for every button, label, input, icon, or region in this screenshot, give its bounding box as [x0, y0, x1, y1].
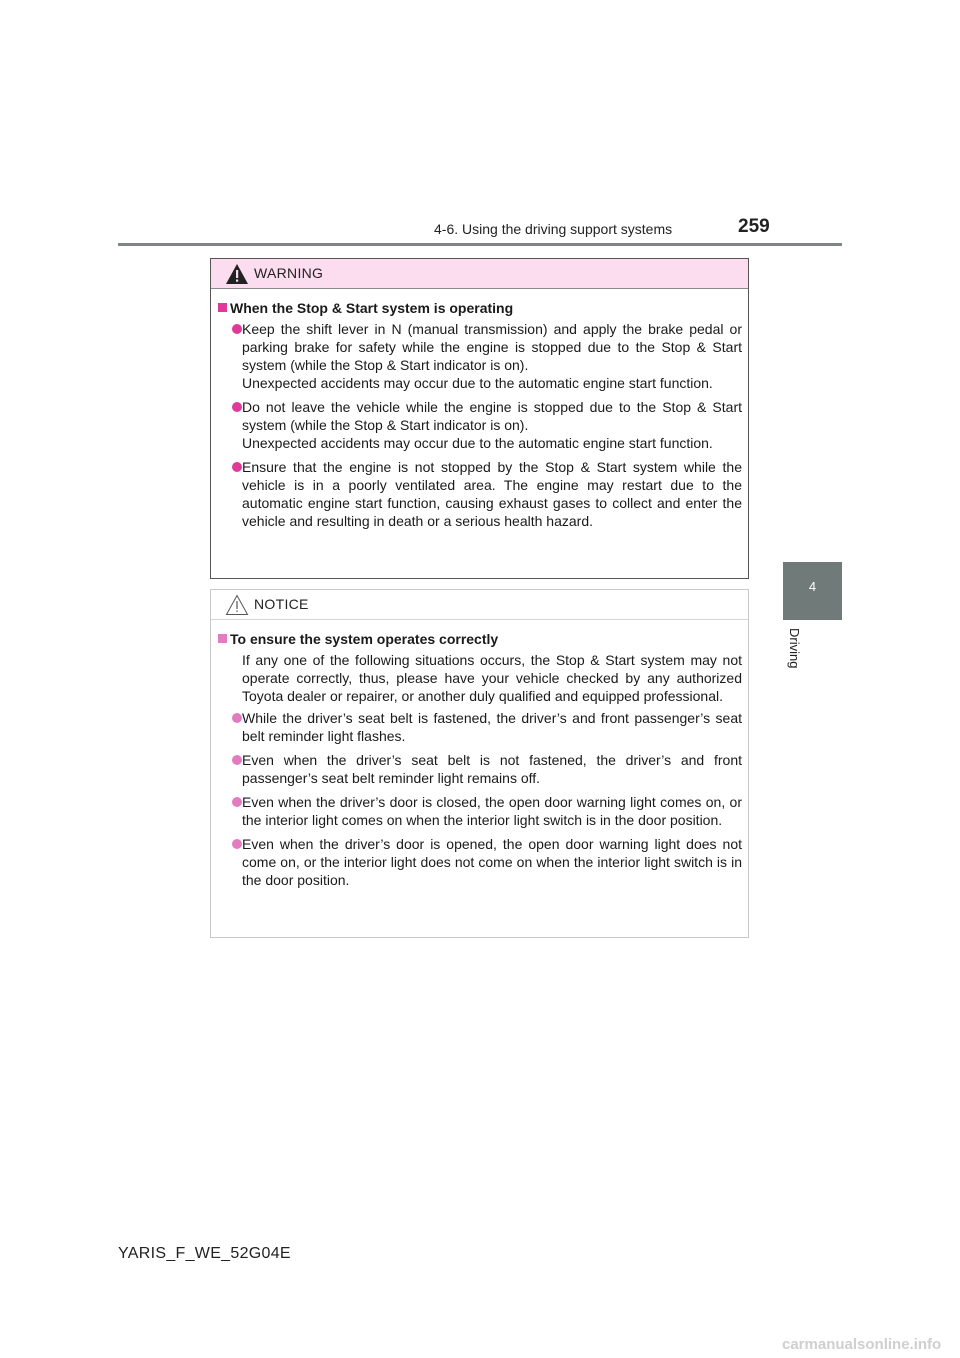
notice-label: NOTICE: [254, 596, 309, 612]
warning-icon: [225, 263, 249, 285]
notice-bullet: [218, 793, 742, 829]
notice-bullet: [218, 709, 742, 745]
notice-body: [211, 620, 748, 889]
warning-bullet: [218, 458, 742, 530]
circle-bullet-icon: [232, 713, 242, 723]
square-bullet-icon: [218, 303, 227, 312]
notice-heading: [218, 630, 742, 648]
notice-heading-text: To ensure the system operates correctly: [230, 631, 499, 647]
bullet-text-consequence: Unexpected accidents may occur due to the automatic engine start function.: [242, 375, 713, 391]
circle-bullet-icon: [232, 402, 242, 412]
header-rule: [118, 243, 842, 246]
bullet-text: Ensure that the engine is not stopped by the Stop & Start system while the vehicle is in a poorly ventilated area. The engine may restart due to the automatic engine start function, causing exhaust gases to collect and enter the vehicle and resulting in death or a serious health hazard.: [242, 459, 742, 529]
page-number: 259: [738, 216, 770, 237]
warning-box: [210, 258, 749, 579]
circle-bullet-icon: [232, 462, 242, 472]
section-title: 4-6. Using the driving support systems: [434, 221, 673, 237]
notice-bullet: [218, 835, 742, 889]
circle-bullet-icon: [232, 324, 242, 334]
warning-heading: [218, 299, 742, 317]
chapter-tab[interactable]: [783, 562, 842, 620]
circle-bullet-icon: [232, 755, 242, 765]
bullet-text: Keep the shift lever in N (manual transmission) and apply the brake pedal or parking brake for safety while the engine is stopped due to the Stop & Start system (while the Stop & Start indicator is on).: [242, 321, 742, 373]
warning-heading-text: When the Stop & Start system is operating: [230, 300, 514, 316]
bullet-text: Do not leave the vehicle while the engine is stopped due to the Stop & Start system (while the Stop & Start indicator is on).: [242, 399, 742, 433]
circle-bullet-icon: [232, 839, 242, 849]
bullet-text: Even when the driver’s door is closed, the open door warning light comes on, or the interior light comes on when the interior light switch is in the door position.: [242, 794, 742, 828]
circle-bullet-icon: [232, 797, 242, 807]
notice-box: [210, 589, 749, 938]
page-header: [0, 0, 960, 250]
notice-header: [211, 590, 748, 620]
warning-bullet: [218, 398, 742, 452]
bullet-text: Even when the driver’s door is opened, the open door warning light does not come on, or the interior light does not come on when the interior light switch is in the door position.: [242, 836, 742, 888]
warning-bullet: [218, 320, 742, 392]
notice-icon: [225, 594, 249, 616]
chapter-number: 4: [808, 579, 817, 594]
bullet-text-consequence: Unexpected accidents may occur due to the automatic engine start function.: [242, 435, 713, 451]
bullet-text: While the driver’s seat belt is fastened, the driver’s and front passenger’s seat belt reminder light flashes.: [242, 710, 742, 744]
square-bullet-icon: [218, 634, 227, 643]
watermark: carmanualsonline.info: [782, 1336, 942, 1353]
notice-bullet: [218, 751, 742, 787]
warning-header: [211, 259, 748, 289]
chapter-label: [784, 628, 806, 688]
warning-label: WARNING: [254, 265, 324, 281]
chapter-label-text: Driving: [787, 628, 802, 669]
bullet-text: Even when the driver’s seat belt is not fastened, the driver’s and front passenger’s seat belt reminder light remains off.: [242, 752, 742, 786]
notice-intro: If any one of the following situations occurs, the Stop & Start system may not operate correctly, thus, please have your vehicle checked by any authorized Toyota dealer or repairer, or another duly qualified and equipped professional.: [242, 652, 742, 704]
document-code: YARIS_F_WE_52G04E: [118, 1245, 291, 1262]
warning-body: [211, 289, 748, 530]
